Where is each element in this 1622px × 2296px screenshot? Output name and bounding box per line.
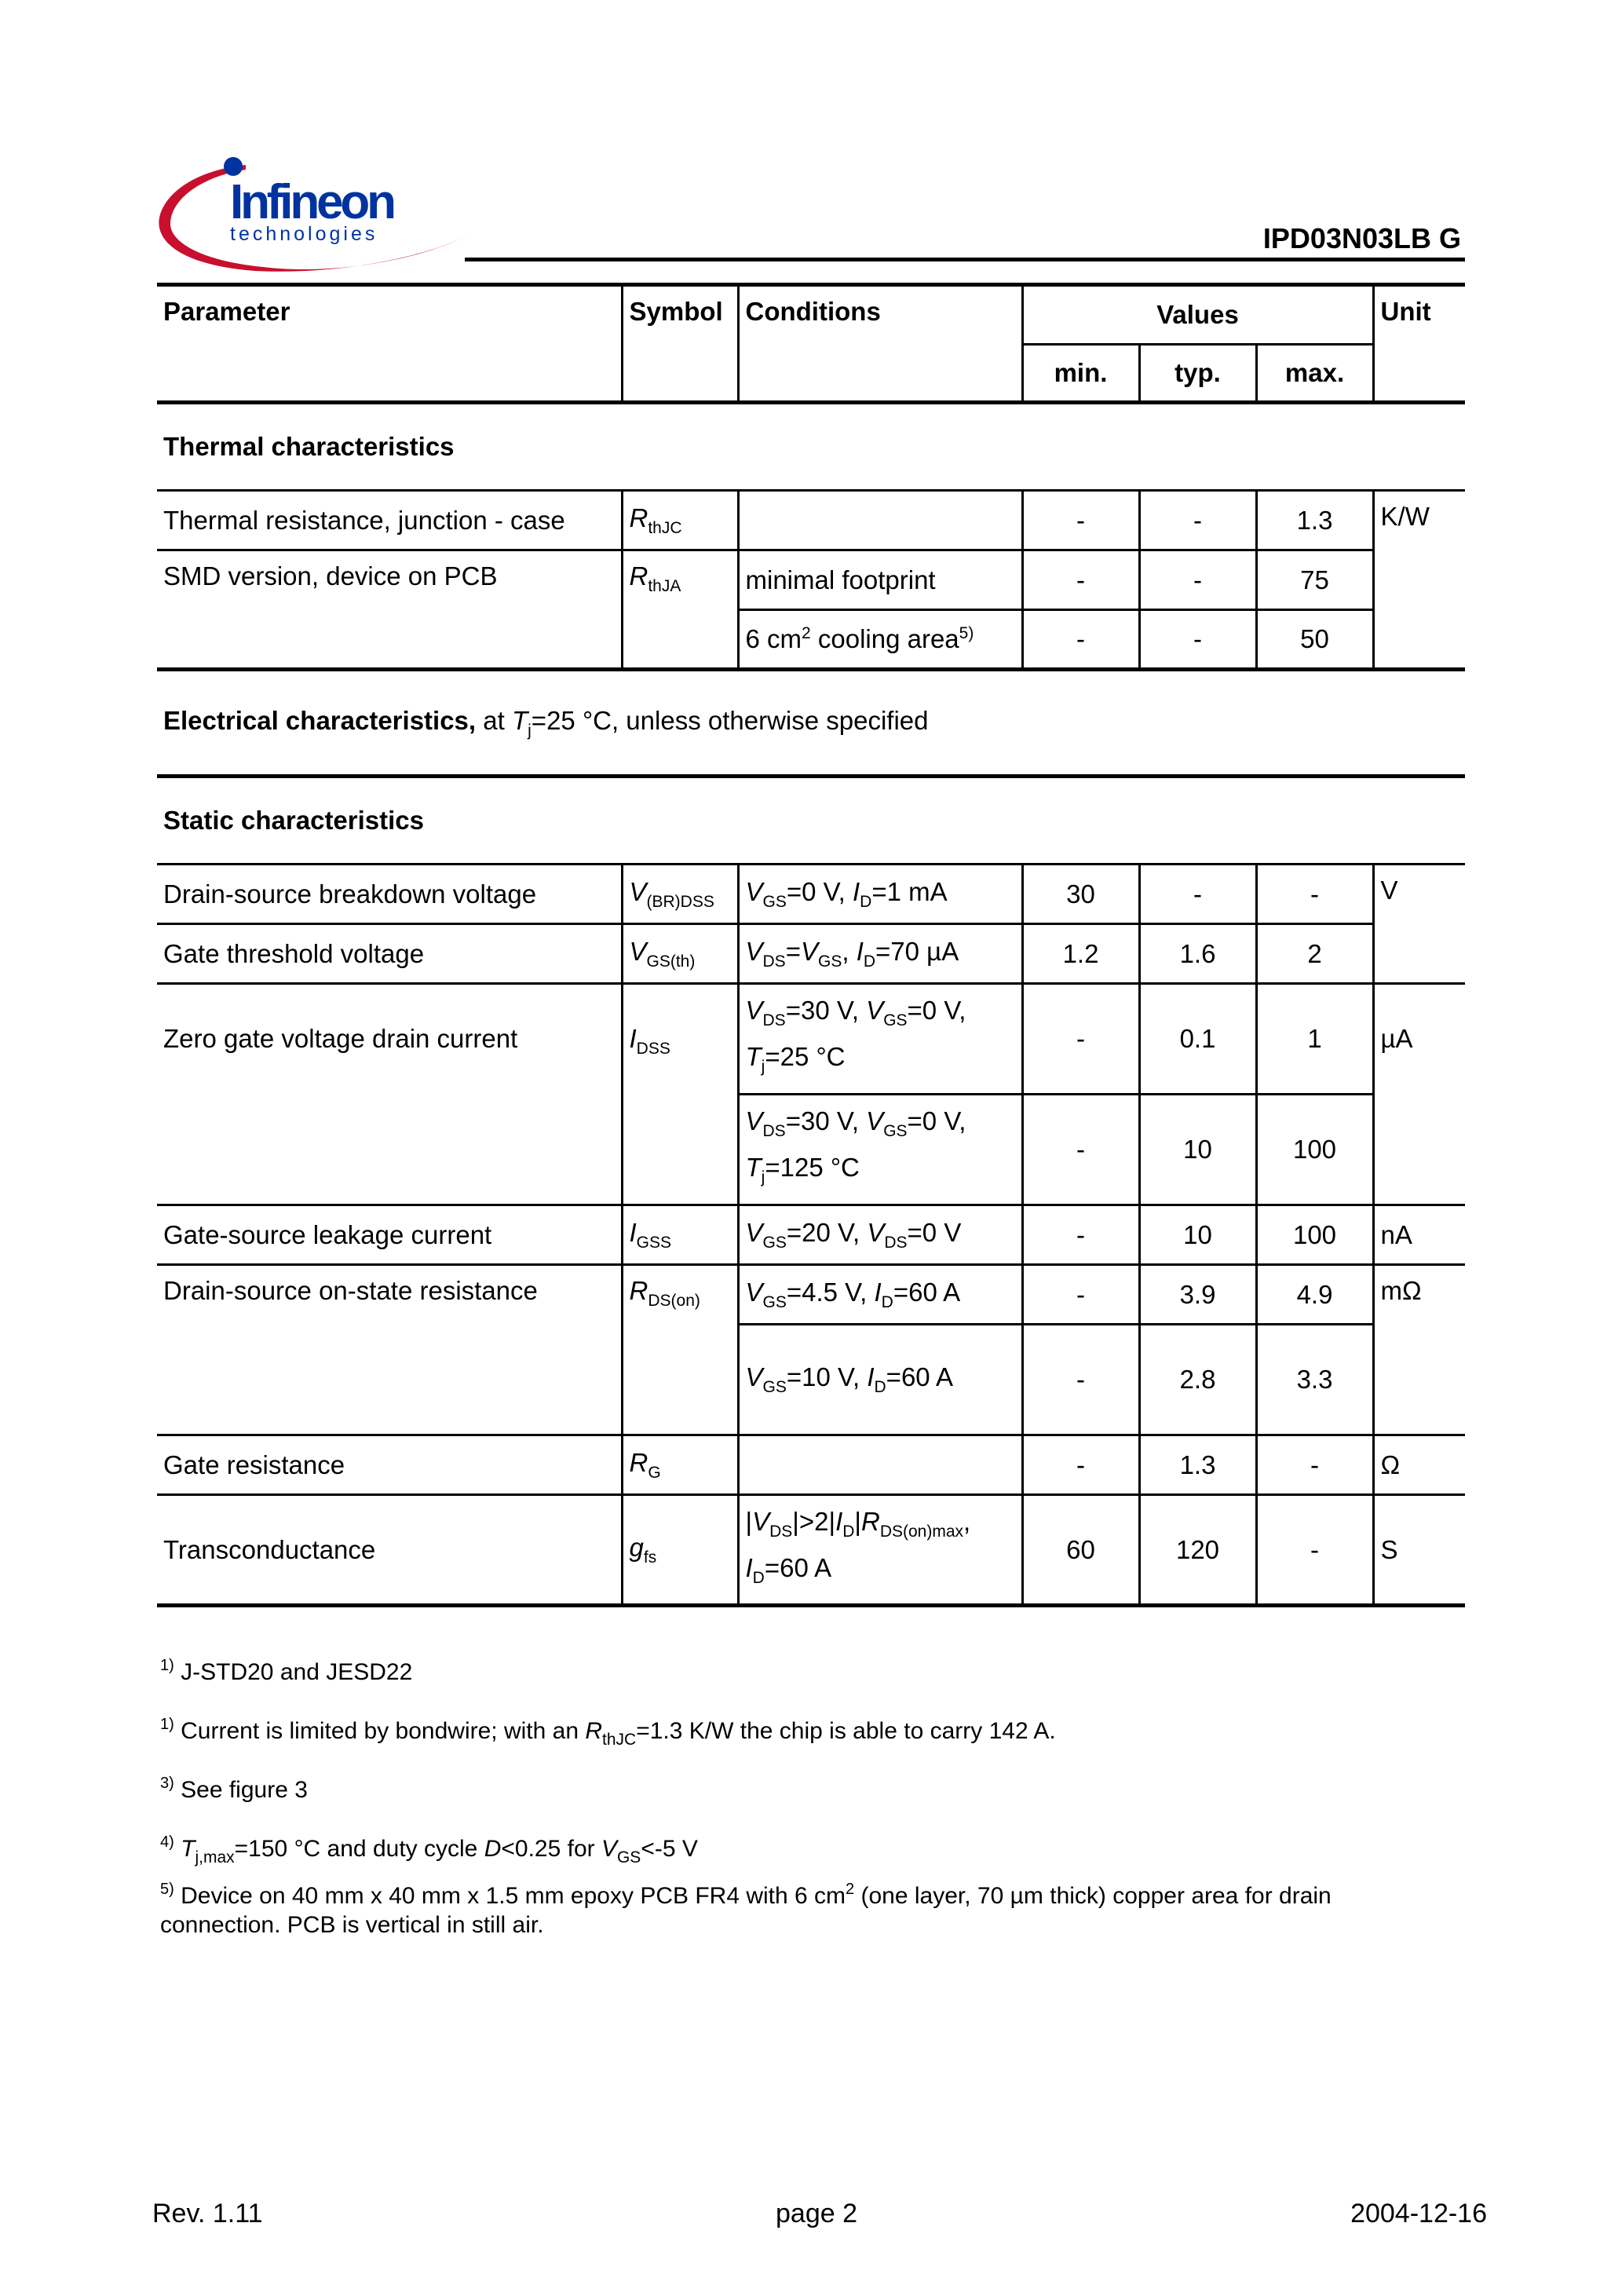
section-row [157, 777, 1465, 865]
footnote-continuation: connection. PCB is vertical in still air. [160, 1912, 544, 1938]
footnote: $^{1)}$ J-STD20 and JESD22 [160, 1657, 413, 1685]
symbol-cell: $R_{DS(on)}$ [622, 1265, 738, 1435]
section-row [157, 670, 1465, 777]
table-row [157, 1495, 1465, 1606]
max-cell: 50 [1256, 610, 1373, 670]
header-unit: Unit [1373, 285, 1465, 403]
section-title-static: Static characteristics [163, 806, 425, 835]
symbol-cell: $R_{thJA}$ [622, 550, 738, 670]
max-cell: 2 [1256, 924, 1373, 984]
symbol-cell: $g_{fs}$ [622, 1495, 738, 1606]
param-cell: Thermal resistance, junction - case [157, 491, 622, 550]
typ-cell: 3.9 [1139, 1265, 1256, 1325]
symbol-cell: $I_{GSS}$ [622, 1205, 738, 1265]
header-conditions: Conditions [738, 285, 1022, 403]
symbol-cell: $I_{DSS}$ [622, 984, 738, 1205]
footnote: $^{4)}$ $T_{j,max}=150$ °C and duty cycle D<0.25 for $V_{GS}<-5$ V [160, 1834, 698, 1866]
logo-dot [224, 157, 243, 176]
min-cell: - [1022, 550, 1139, 610]
param-cell: Drain-source on-state resistance [157, 1265, 622, 1435]
header-min: min. [1022, 345, 1139, 403]
condition-cell: $V_{DS}=V_{GS}$, $I_D=70$ µA [738, 924, 1022, 984]
footer-page: page 2 [776, 2199, 857, 2228]
condition-cell: minimal footprint [738, 550, 1022, 610]
min-cell: - [1022, 1325, 1139, 1435]
min-cell: - [1022, 1265, 1139, 1325]
symbol-cell: $R_G$ [622, 1435, 738, 1495]
param-cell: Drain-source breakdown voltage [157, 865, 622, 924]
condition-cell: $V_{DS}=30$ V, $V_{GS}=0$ V, $T_j=25$ °C [738, 984, 1022, 1095]
typ-cell: - [1139, 491, 1256, 550]
max-cell: 4.9 [1256, 1265, 1373, 1325]
symbol-cell: $V_{(BR)DSS}$ [622, 865, 738, 924]
table-row [157, 550, 1465, 610]
spec-table [157, 283, 1465, 1607]
typ-cell: 1.6 [1139, 924, 1256, 984]
table-row [157, 924, 1465, 984]
header-typ: typ. [1139, 345, 1256, 403]
table-row [157, 1205, 1465, 1265]
condition-cell: $V_{GS}=4.5$ V, $I_D=60$ A [738, 1265, 1022, 1325]
unit-cell: K/W [1373, 491, 1465, 670]
header-max: max. [1256, 345, 1373, 403]
param-cell: Transconductance [157, 1495, 622, 1606]
logo-tagline: technologies [230, 223, 378, 245]
param-cell: Gate-source leakage current [157, 1205, 622, 1265]
min-cell: - [1022, 1435, 1139, 1495]
footnote: $^{5)}$ Device on 40 mm x 40 mm x 1.5 mm epoxy PCB FR4 with 6 $cm^2$ (one layer, 70 µm thick) copper area for drain [160, 1881, 1332, 1909]
max-cell: 3.3 [1256, 1325, 1373, 1435]
condition-cell [738, 491, 1022, 550]
condition-cell: $V_{DS}=30$ V, $V_{GS}=0$ V, $T_j=125$ °C [738, 1095, 1022, 1205]
max-cell: 75 [1256, 550, 1373, 610]
max-cell: 100 [1256, 1205, 1373, 1265]
typ-cell: 10 [1139, 1095, 1256, 1205]
min-cell: - [1022, 610, 1139, 670]
param-cell: Zero gate voltage drain current [157, 984, 622, 1205]
section-row [157, 403, 1465, 491]
min-cell: - [1022, 1205, 1139, 1265]
unit-cell: mΩ [1373, 1265, 1465, 1435]
typ-cell: - [1139, 865, 1256, 924]
unit-cell: S [1373, 1495, 1465, 1606]
condition-cell: $V_{GS}=20$ V, $V_{DS}=0$ V [738, 1205, 1022, 1265]
footnote: $^{1)}$ Current is limited by bondwire; with an $R_{thJC}=1.3$ K/W the chip is able to carry 142 A. [160, 1716, 1056, 1749]
param-cell: Gate threshold voltage [157, 924, 622, 984]
min-cell: - [1022, 1095, 1139, 1205]
condition-cell: 6 $cm^2$ cooling area$^{5)}$ [738, 610, 1022, 670]
min-cell: - [1022, 984, 1139, 1095]
param-cell: SMD version, device on PCB [157, 550, 622, 670]
infineon-logo [153, 149, 475, 291]
condition-cell [738, 1435, 1022, 1495]
min-cell: 1.2 [1022, 924, 1139, 984]
header-rule [465, 258, 1465, 261]
min-cell: 60 [1022, 1495, 1139, 1606]
max-cell: 1.3 [1256, 491, 1373, 550]
max-cell: 1 [1256, 984, 1373, 1095]
footer-revision: Rev. 1.11 [152, 2199, 263, 2228]
max-cell: - [1256, 1435, 1373, 1495]
max-cell: 100 [1256, 1095, 1373, 1205]
unit-cell: V [1373, 865, 1465, 984]
max-cell: - [1256, 1495, 1373, 1606]
symbol-cell: $V_{GS(th)}$ [622, 924, 738, 984]
typ-cell: - [1139, 610, 1256, 670]
typ-cell: 1.3 [1139, 1435, 1256, 1495]
table-row [157, 984, 1465, 1095]
typ-cell: 10 [1139, 1205, 1256, 1265]
table-row [157, 1435, 1465, 1495]
condition-cell: $V_{GS}=10$ V, $I_D=60$ A [738, 1325, 1022, 1435]
unit-cell: µA [1373, 984, 1465, 1205]
condition-cell: $|V_{DS}|>2|I_D|R_{DS(on)max}$, $I_D=60$ A [738, 1495, 1022, 1606]
unit-cell: nA [1373, 1205, 1465, 1265]
unit-cell: Ω [1373, 1435, 1465, 1495]
typ-cell: 0.1 [1139, 984, 1256, 1095]
typ-cell: - [1139, 550, 1256, 610]
logo-wordmark: Infineon [230, 175, 396, 229]
part-number: IPD03N03LB G [1262, 222, 1461, 254]
header-parameter: Parameter [157, 285, 622, 403]
condition-cell: $V_{GS}=0$ V, $I_D=1$ mA [738, 865, 1022, 924]
param-cell: Gate resistance [157, 1435, 622, 1495]
table-row [157, 1265, 1465, 1325]
table-header-row [157, 285, 1465, 345]
typ-cell: 120 [1139, 1495, 1256, 1606]
min-cell: - [1022, 491, 1139, 550]
symbol-cell: $R_{thJC}$ [622, 491, 738, 550]
section-title-thermal: Thermal characteristics [163, 432, 455, 461]
header-values: Values [1022, 285, 1373, 345]
footnote: $^{3)}$ See figure 3 [160, 1775, 308, 1803]
footer-date: 2004-12-16 [1350, 2199, 1487, 2228]
table-row [157, 865, 1465, 924]
typ-cell: 2.8 [1139, 1325, 1256, 1435]
electrical-heading: Electrical characteristics, at $T_j=25$ °C, unless otherwise specified [157, 670, 1465, 777]
table-row [157, 491, 1465, 550]
max-cell: - [1256, 865, 1373, 924]
min-cell: 30 [1022, 865, 1139, 924]
header-symbol: Symbol [622, 285, 738, 403]
